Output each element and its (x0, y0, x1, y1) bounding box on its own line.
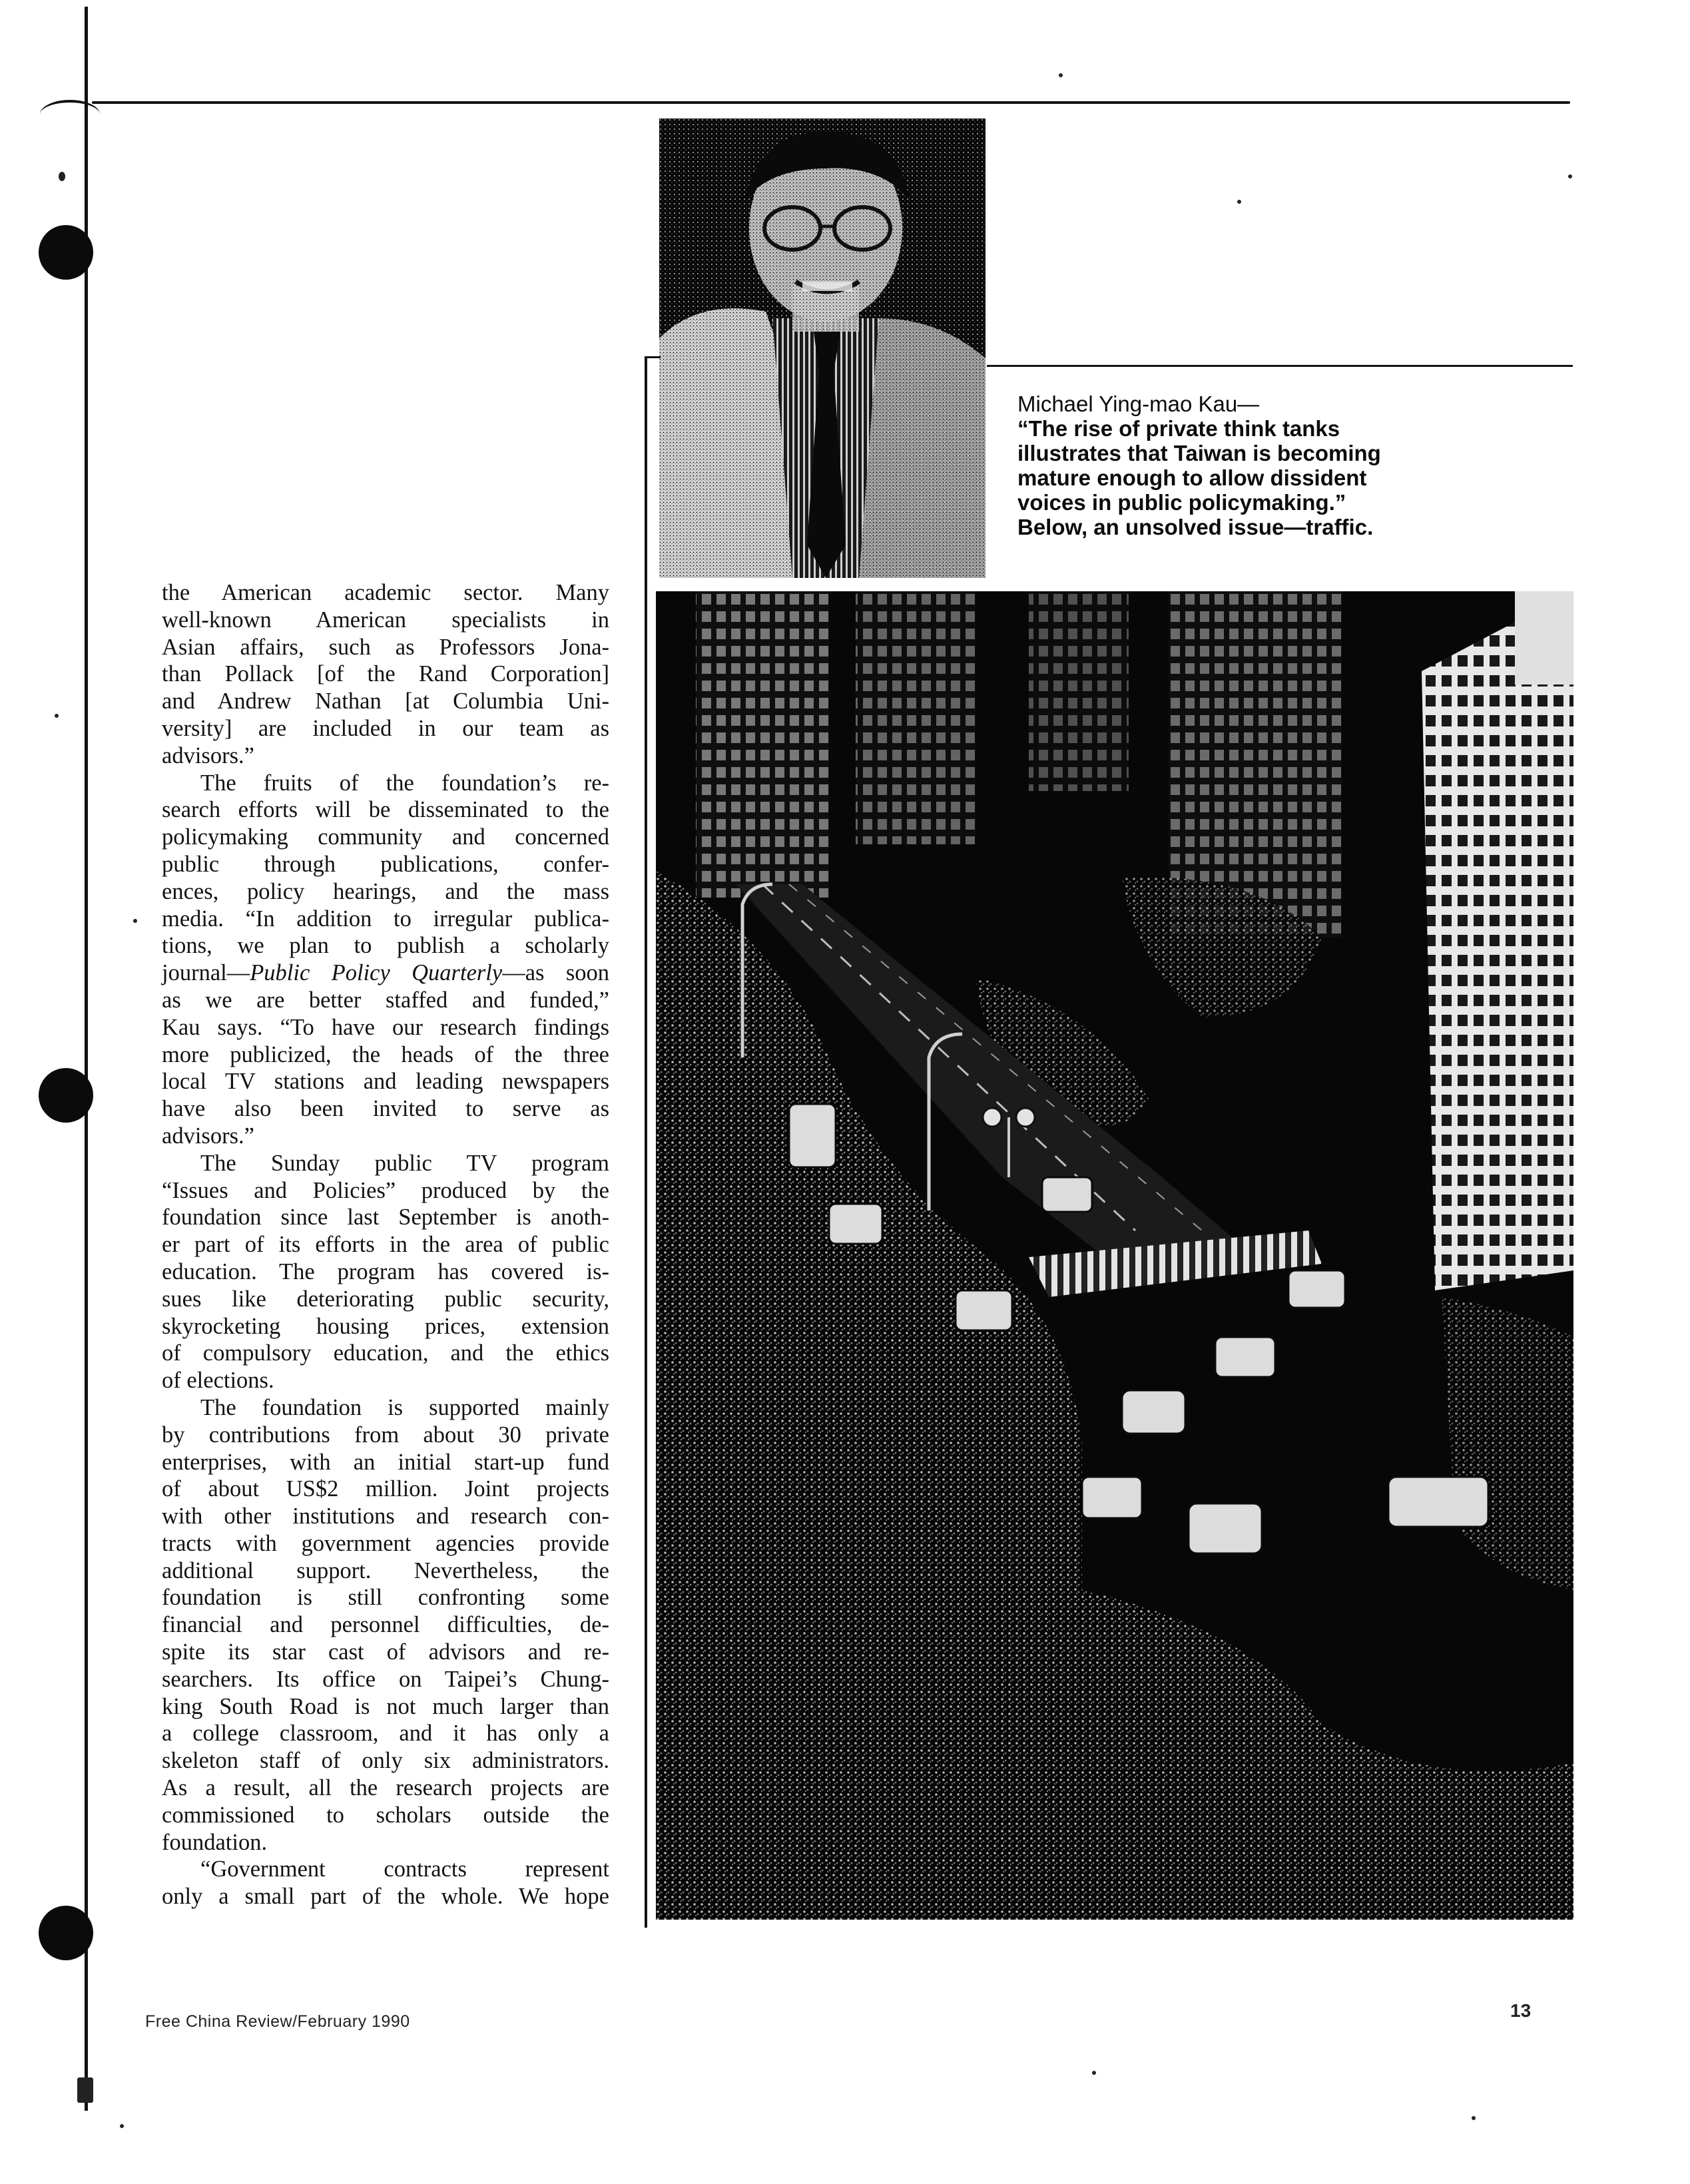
text-line: public through publications, confer- (162, 851, 609, 877)
text-line: additional support. Nevertheless, the (162, 1557, 609, 1583)
text-line: king South Road is not much larger than (162, 1693, 609, 1719)
caption-line: mature enough to allow dissident (1017, 465, 1367, 490)
caption-line: “The rise of private think tanks (1017, 416, 1340, 441)
photo-caption (1017, 392, 1497, 539)
text-line: than Pollack [of the Rand Corporation] (162, 661, 609, 687)
scan-speck (1568, 174, 1572, 178)
text-line: The fruits of the foundation’s re- (200, 770, 609, 796)
scan-speck (59, 172, 65, 181)
top-rule (92, 101, 1570, 104)
text-line: spite its star cast of advisors and re- (162, 1639, 609, 1665)
text-line: sues like deteriorating public security, (162, 1286, 609, 1312)
text-line: advisors.” (162, 742, 254, 768)
text-line: advisors.” (162, 1123, 254, 1149)
text-line: and Andrew Nathan [at Columbia Uni- (162, 688, 609, 714)
scan-speck (1059, 73, 1063, 77)
binder-edge-line (85, 7, 88, 2111)
scan-speck (1237, 200, 1241, 204)
text-line: of about US$2 million. Joint projects (162, 1476, 609, 1502)
scan-speck (77, 2077, 93, 2103)
text-line: ences, policy hearings, and the mass (162, 878, 609, 904)
text-line: skeleton staff of only six administrators. (162, 1748, 609, 1774)
text-line: Asian affairs, such as Professors Jona- (162, 634, 609, 660)
text-line: more publicized, the heads of the three (162, 1041, 609, 1067)
text-line: versity] are included in our team as (162, 715, 609, 741)
text-line (162, 959, 609, 987)
scan-speck (55, 714, 59, 718)
text-line: education. The program has covered is- (162, 1258, 609, 1284)
text-line: “Issues and Policies” produced by the (162, 1177, 609, 1203)
text-line: local TV stations and leading newspapers (162, 1069, 609, 1095)
paragraph (162, 579, 609, 770)
publication-footer: Free China Review/February 1990 (145, 2012, 410, 2031)
text-line: “Government contracts represent (200, 1856, 609, 1882)
text-line: tions, we plan to publish a scholarly (162, 933, 609, 959)
paragraph (162, 1394, 609, 1856)
text-line: the American academic sector. Many (162, 580, 609, 605)
text-line: well-known American specialists in (162, 607, 609, 633)
scan-speck (1472, 2116, 1476, 2120)
text-line: media. “In addition to irregular publica- (162, 906, 609, 932)
text-line: The Sunday public TV program (200, 1150, 609, 1176)
scan-speck (120, 2124, 124, 2128)
text-line: tracts with government agencies provide (162, 1530, 609, 1556)
text-line: Kau says. “To have our research findings (162, 1014, 609, 1040)
caption-name: Michael Ying-mao Kau— (1017, 392, 1260, 416)
page-number: 13 (1510, 2000, 1532, 2021)
article-body (162, 579, 609, 1910)
text-line: foundation is still confronting some (162, 1585, 609, 1611)
text-line: of elections. (162, 1368, 274, 1394)
text-line: by contributions from about 30 private (162, 1422, 609, 1448)
text-line: policymaking community and concerned (162, 824, 609, 850)
caption-line: voices in public policymaking.” (1017, 490, 1346, 515)
scan-speck (133, 919, 137, 923)
text-line: As a result, all the research projects are (162, 1775, 609, 1801)
paragraph (162, 1150, 609, 1394)
text-line: The foundation is supported mainly (200, 1394, 609, 1420)
journal-title: Public Policy Quarterly (250, 960, 503, 986)
caption-line: Below, an unsolved issue—traffic. (1017, 515, 1374, 539)
text-line: have also been invited to serve as (162, 1096, 609, 1122)
text-line: enterprises, with an initial start-up fund (162, 1449, 609, 1475)
traffic-photo (656, 591, 1573, 1920)
portrait-photo (659, 119, 986, 578)
scan-speck (1092, 2071, 1096, 2075)
text-line: of compulsory education, and the ethics (162, 1340, 609, 1366)
paragraph (162, 1856, 609, 1910)
text-line: as we are better staffed and funded,” (162, 987, 609, 1013)
punch-hole-middle (39, 1068, 93, 1123)
text-line: skyrocketing housing prices, extension (162, 1313, 609, 1339)
punch-hole-bottom (39, 1906, 93, 1960)
caption-rule (987, 365, 1573, 367)
text-line: search efforts will be disseminated to the (162, 797, 609, 823)
paragraph (162, 770, 609, 1150)
journal-prefix: journal— (162, 960, 250, 986)
punch-hole-top (39, 225, 93, 280)
journal-suffix: —as soon (502, 960, 609, 986)
text-line: with other institutions and research con- (162, 1503, 609, 1529)
text-line: commissioned to scholars outside the (162, 1802, 609, 1828)
text-line: financial and personnel difficulties, de- (162, 1612, 609, 1638)
text-line: a college classroom, and it has only a (162, 1721, 609, 1747)
text-line: foundation since last September is anoth- (162, 1205, 609, 1230)
text-line: searchers. Its office on Taipei’s Chung- (162, 1666, 609, 1692)
text-line: foundation. (162, 1829, 268, 1855)
text-line: er part of its efforts in the area of public (162, 1232, 609, 1258)
text-line: only a small part of the whole. We hope (162, 1884, 609, 1910)
column-rule (645, 356, 647, 1928)
binder-curve (40, 100, 100, 129)
caption-line: illustrates that Taiwan is becoming (1017, 441, 1381, 465)
